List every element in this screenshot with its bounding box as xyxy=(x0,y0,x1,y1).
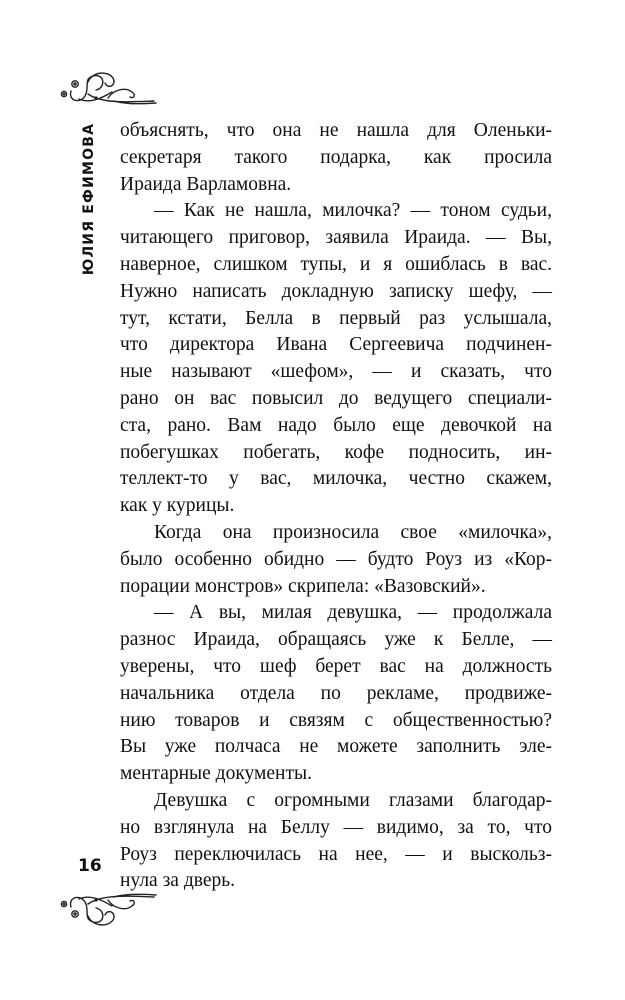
text-line: что директора Ивана Сергеевича подчинен- xyxy=(120,334,552,356)
text-line: Вы уже полчаса не можете заполнить эле- xyxy=(120,736,552,758)
text-line: Роуз переключилась на нее, — и выскольз- xyxy=(120,843,552,865)
text-line: объяснять, что она не нашла для Оленьки- xyxy=(120,120,552,141)
running-header-author xyxy=(79,124,99,274)
text-line: но взглянула на Беллу — видимо, за то, что xyxy=(120,816,552,838)
bottom-ornament-icon xyxy=(50,888,160,930)
author-name: ЮЛИЯ ЕФИМОВА xyxy=(81,122,97,276)
text-line: уверены, что шеф берет вас на должность xyxy=(120,655,552,677)
text-line: Когда она произносила свое «милочка», xyxy=(154,521,552,543)
text-line: начальника отдела по рекламе, продвиже- xyxy=(120,682,552,704)
text-line: ста, рано. Вам надо было еще девочкой на xyxy=(120,414,552,436)
text-line: читающего приговор, заявила Ираида. — Вы, xyxy=(120,227,552,249)
text-line: порации монстров» скрипела: «Вазовский». xyxy=(120,575,486,597)
text-line: тут, кстати, Белла в первый раз услышала, xyxy=(120,307,552,329)
text-line: Нужно написать докладную записку шефу, — xyxy=(120,280,552,302)
text-line: — Как не нашла, милочка? — тоном судьи, xyxy=(154,200,552,222)
text-line: нию товаров и связям с общественностью? xyxy=(120,709,552,731)
body-text xyxy=(120,118,552,895)
text-line: теллект-то у вас, милочка, честно скажем, xyxy=(120,468,552,490)
text-line: Ираида Варламовна. xyxy=(120,173,292,195)
text-line: было особенно обидно — будто Роуз из «Кор- xyxy=(120,548,552,570)
text-line: как у курицы. xyxy=(120,495,235,517)
text-line: наверное, слишком тупы, и я ошиблась в вас. xyxy=(120,253,552,275)
text-line: — А вы, милая девушка, — продолжала xyxy=(154,602,552,624)
text-line: секретаря такого подарка, как просила xyxy=(120,146,552,168)
text-line: рано он вас повысил до ведущего специали- xyxy=(120,387,552,409)
text-line: Девушка с огромными глазами благодар- xyxy=(154,789,552,811)
page-number: 16 xyxy=(78,856,102,876)
text-line: ментарные документы. xyxy=(120,763,312,785)
text-line: побегушках побегать, кофе подносить, ин- xyxy=(120,441,552,463)
text-line: разнос Ираида, обращаясь уже к Белле, — xyxy=(120,629,552,651)
text-line: нула за дверь. xyxy=(120,870,236,892)
top-ornament-icon xyxy=(50,68,160,110)
text-line: ные называют «шефом», — и сказать, что xyxy=(120,361,552,383)
